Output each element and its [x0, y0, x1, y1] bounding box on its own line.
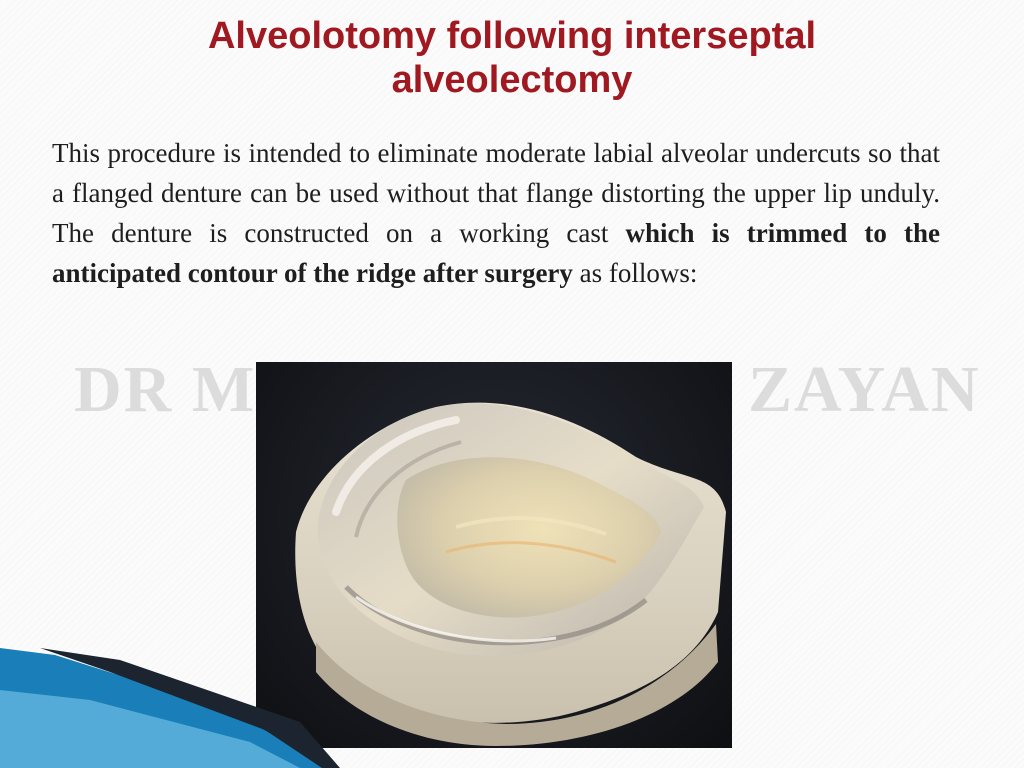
light-blue-swoosh [0, 690, 300, 768]
watermark-right: ZAYAN [748, 353, 981, 426]
paragraph-text-2: as follows: [572, 258, 698, 288]
paragraph-bold-text: which is trimmed to the anticipated contour of the ridge after surgery [52, 218, 940, 288]
body-paragraph [52, 133, 940, 293]
paragraph-text-1: This procedure is intended to eliminate moderate labial alveolar undercuts so that a flanged denture can be used without that flange distorting the upper lip unduly. The denture is constructed on a working cast [52, 138, 940, 248]
watermark-left: DR M [74, 353, 257, 426]
slide-title [0, 14, 1024, 102]
denture-cast-illustration [256, 362, 732, 748]
denture-cast-photo [256, 362, 732, 748]
title-line-2: alveolectomy [391, 59, 633, 101]
title-line-1: Alveolotomy following interseptal [207, 15, 817, 57]
